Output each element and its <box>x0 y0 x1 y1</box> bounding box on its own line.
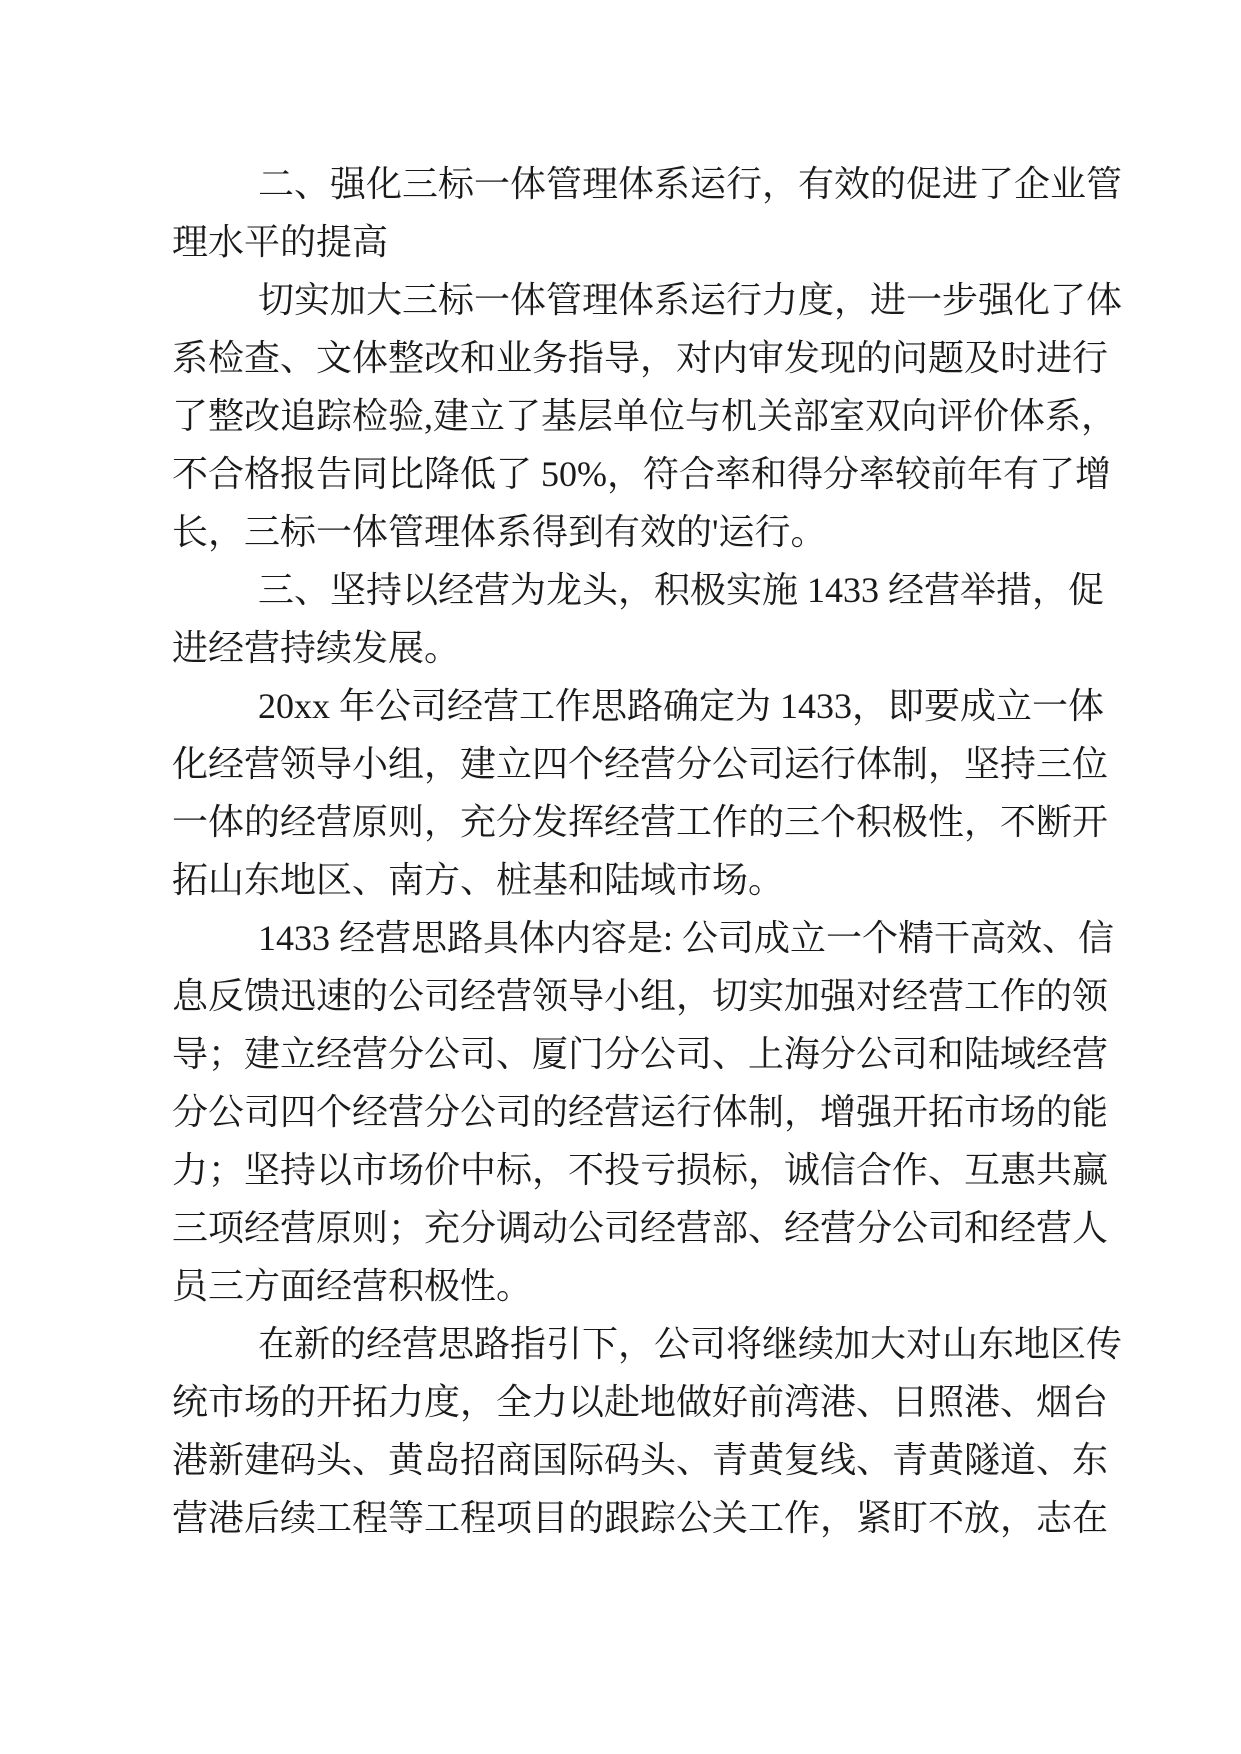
text-line: 一体的经营原则，充分发挥经营工作的三个积极性，不断开 <box>172 802 1109 842</box>
text-line: 系检查、文体整改和业务指导，对内审发现的问题及时进行 <box>172 338 1109 378</box>
text-line: 了整改追踪检验,建立了基层单位与机关部室双向评价体系， <box>172 396 1118 436</box>
text-line: 导；建立经营分公司、厦门分公司、上海分公司和陆域经营 <box>172 1034 1109 1074</box>
text-line: 20xx 年公司经营工作思路确定为 1433，即要成立一体 <box>258 686 1105 726</box>
text-line: 二、强化三标一体管理体系运行，有效的促进了企业管 <box>258 164 1123 204</box>
text-line: 拓山东地区、南方、桩基和陆域市场。 <box>172 860 785 900</box>
text-line: 化经营领导小组，建立四个经营分公司运行体制，坚持三位 <box>172 744 1109 784</box>
text-column <box>172 155 1123 1547</box>
text-line: 港新建码头、黄岛招商国际码头、青黄复线、青黄隧道、东 <box>172 1440 1109 1480</box>
text-line: 统市场的开拓力度，全力以赴地做好前湾港、日照港、烟台 <box>172 1382 1109 1422</box>
text-line: 分公司四个经营分公司的经营运行体制，增强开拓市场的能 <box>172 1092 1109 1132</box>
text-line: 员三方面经营积极性。 <box>172 1266 533 1306</box>
text-line: 1433 经营思路具体内容是: 公司成立一个精干高效、信 <box>258 918 1115 958</box>
text-line: 三、坚持以经营为龙头，积极实施 1433 经营举措，促 <box>258 570 1105 610</box>
text-line: 力；坚持以市场价中标，不投亏损标，诚信合作、互惠共赢 <box>172 1150 1109 1190</box>
text-line: 息反馈迅速的公司经营领导小组，切实加强对经营工作的领 <box>172 976 1109 1016</box>
text-line: 三项经营原则；充分调动公司经营部、经营分公司和经营人 <box>172 1208 1109 1248</box>
text-line: 在新的经营思路指引下，公司将继续加大对山东地区传 <box>258 1324 1123 1364</box>
text-line: 进经营持续发展。 <box>172 628 461 668</box>
text-line: 不合格报告同比降低了 50%，符合率和得分率较前年有了增 <box>172 454 1111 494</box>
text-line: 长，三标一体管理体系得到有效的'运行。 <box>172 512 827 552</box>
text-line: 理水平的提高 <box>172 222 389 262</box>
text-line: 切实加大三标一体管理体系运行力度，进一步强化了体 <box>258 280 1123 320</box>
text-line: 营港后续工程等工程项目的跟踪公关工作，紧盯不放，志在 <box>172 1498 1109 1538</box>
